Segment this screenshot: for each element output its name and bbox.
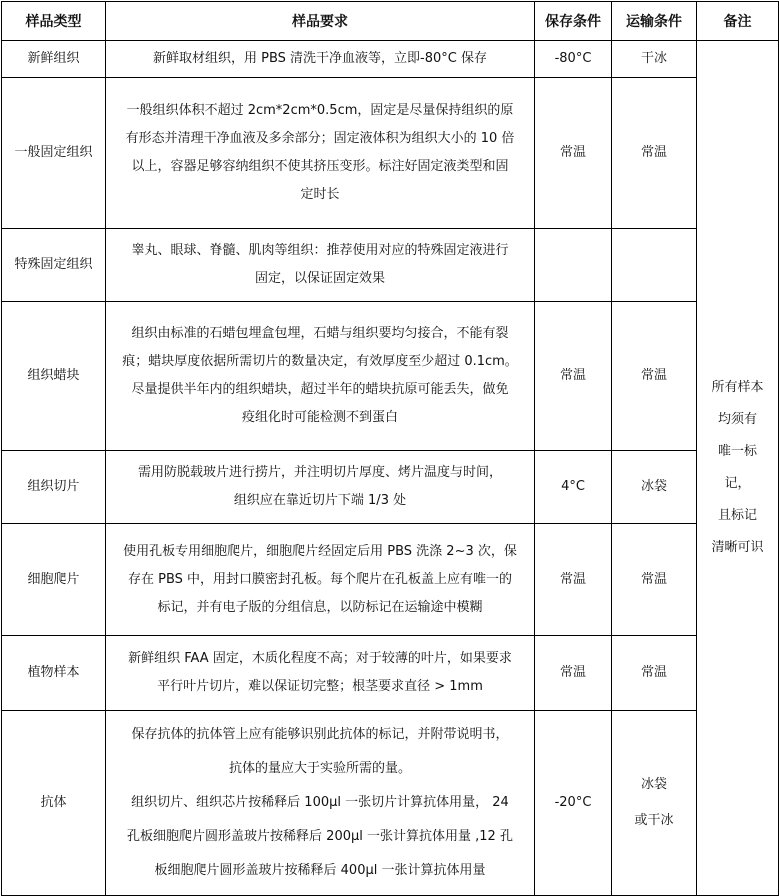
- sample-requirements-table: [1, 1, 779, 896]
- requirement-line: 以上，容器足够容纳组织不使其挤压变形。标注好固定液类型和固: [131, 159, 509, 174]
- transport-line: 常温: [640, 665, 667, 680]
- header-transport-condition: 运输条件: [612, 2, 697, 41]
- note-line: 均须有: [717, 412, 757, 427]
- table-row: [2, 636, 779, 711]
- requirement-line: 新鲜取材组织，用 PBS 清洗干净血液等，立即-80°C 保存: [153, 51, 487, 66]
- transport-line: 冰袋: [640, 777, 667, 792]
- requirement-line: 保存抗体的抗体管上应有能够识别此抗体的标记，并附带说明书，: [131, 727, 509, 742]
- requirement-line: 尽量提供半年内的组织蜡块，超过半年的蜡块抗原可能丢失，做免: [131, 382, 509, 397]
- requirement-cell: [106, 229, 535, 302]
- sample-type-cell: 细胞爬片: [2, 524, 106, 636]
- transport-cell: [612, 711, 697, 896]
- storage-cell: -80°C: [535, 41, 612, 78]
- transport-line: 常温: [640, 571, 667, 587]
- sample-type-cell: 特殊固定组织: [2, 229, 106, 302]
- requirement-cell: [106, 78, 535, 229]
- transport-line: 常温: [640, 368, 667, 383]
- table-row: [2, 711, 779, 896]
- requirement-line: 存在 PBS 中，用封口膜密封孔板。每个爬片在孔板盖上应有唯一的: [127, 571, 513, 587]
- header-sample-requirement: 样品要求: [106, 2, 535, 41]
- note-line: 所有样本: [711, 380, 764, 395]
- note-line: 清晰可识: [711, 540, 764, 555]
- storage-cell: 4°C: [535, 451, 612, 524]
- requirement-line: 疫组化时可能检测不到蛋白: [241, 410, 398, 425]
- table-row: [2, 78, 779, 229]
- transport-cell: [612, 302, 697, 451]
- note-line: 唯一标记，: [717, 444, 757, 491]
- header-sample-type: 样品类型: [2, 2, 106, 41]
- requirement-cell: [106, 41, 535, 78]
- requirement-line: 板细胞爬片圆形盖玻片按稀释后 400μl 一张计算抗体用量: [154, 863, 486, 878]
- requirement-cell: [106, 302, 535, 451]
- requirement-line: 组织由标准的石蜡包埋盒包埋，石蜡与组织要均匀接合，不能有裂: [131, 326, 509, 341]
- requirement-line: 平行叶片切片，难以保证切完整；根茎要求直径 > 1mm: [157, 679, 483, 694]
- storage-cell: -20°C: [535, 711, 612, 896]
- transport-cell: [612, 636, 697, 711]
- transport-line: 冰袋: [640, 479, 667, 494]
- requirement-line: 抗体的量应大于实验所需的量。: [228, 761, 411, 776]
- table-row: [2, 41, 779, 78]
- requirement-line: 组织应在靠近切片下端 1/3 处: [233, 493, 407, 508]
- table-row: [2, 229, 779, 302]
- transport-cell: [612, 524, 697, 636]
- sample-type-cell: 组织切片: [2, 451, 106, 524]
- transport-cell: [612, 229, 697, 302]
- header-storage-condition: 保存条件: [535, 2, 612, 41]
- requirement-line: 定时长: [300, 187, 340, 202]
- note-cell: [697, 41, 779, 896]
- table-row: [2, 451, 779, 524]
- sample-type-cell: 抗体: [2, 711, 106, 896]
- table-row: [2, 302, 779, 451]
- transport-line: 常温: [640, 145, 667, 160]
- requirement-line: 标记，并有电子版的分组信息，以防标记在运输途中模糊: [157, 599, 483, 615]
- requirement-line: 使用孔板专用细胞爬片，细胞爬片经固定后用 PBS 洗涤 2~3 次，保: [123, 543, 517, 559]
- storage-cell: [535, 229, 612, 302]
- storage-cell: 常温: [535, 302, 612, 451]
- sample-type-cell: 植物样本: [2, 636, 106, 711]
- transport-line: 干冰: [640, 51, 667, 66]
- requirement-line: 痕；蜡块厚度依据所需切片的数量决定，有效厚度至少超过 0.1cm。: [122, 354, 518, 369]
- transport-cell: [612, 451, 697, 524]
- sample-type-cell: 一般固定组织: [2, 78, 106, 229]
- requirement-cell: [106, 636, 535, 711]
- requirement-line: 组织切片、组织芯片按稀释后 100μl 一张切片计算抗体用量， 24: [131, 795, 509, 810]
- transport-cell: [612, 41, 697, 78]
- requirement-line: 固定，以保证固定效果: [254, 271, 385, 286]
- requirement-line: 睾丸、眼球、脊髓、肌肉等组织：推荐使用对应的特殊固定液进行: [131, 243, 509, 258]
- requirement-line: 一般组织体积不超过 2cm*2cm*0.5cm，固定是尽量保持组织的原: [126, 103, 514, 118]
- transport-line: 或干冰: [634, 813, 674, 828]
- sample-type-cell: 新鲜组织: [2, 41, 106, 78]
- note-line: 且标记: [717, 508, 757, 523]
- requirement-line: 需用防脱载玻片进行捞片，并注明切片厚度、烤片温度与时间，: [137, 465, 502, 480]
- sample-type-cell: 组织蜡块: [2, 302, 106, 451]
- storage-cell: 常温: [535, 524, 612, 636]
- table-header-row: [2, 2, 779, 41]
- header-note: 备注: [697, 2, 779, 41]
- requirement-line: 孔板细胞爬片圆形盖玻片按稀释后 200μl 一张计算抗体用量 ,12 孔: [127, 829, 513, 844]
- storage-cell: 常温: [535, 636, 612, 711]
- requirement-line: 新鲜组织 FAA 固定，木质化程度不高；对于较薄的叶片，如果要求: [128, 651, 512, 666]
- requirement-cell: [106, 711, 535, 896]
- requirement-cell: [106, 524, 535, 636]
- storage-cell: 常温: [535, 78, 612, 229]
- requirement-cell: [106, 451, 535, 524]
- requirement-line: 有形态并清理干净血液及多余部分；固定液体积为组织大小的 10 倍: [125, 131, 515, 146]
- transport-cell: [612, 78, 697, 229]
- table-row: [2, 524, 779, 636]
